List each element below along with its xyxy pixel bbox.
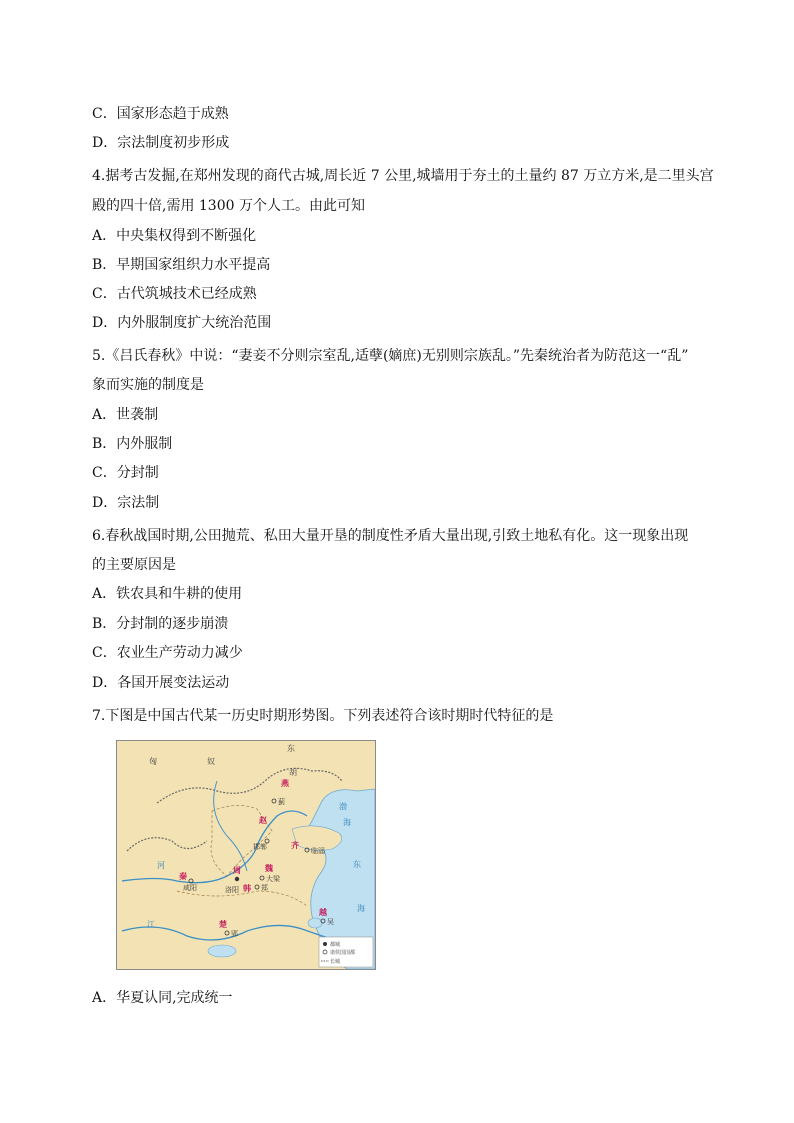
map-state-yue: 越 xyxy=(319,908,327,917)
q4-option-d: D．内外服制度扩大统治范围 xyxy=(92,315,272,331)
q4-option-a: A．中央集权得到不断强化 xyxy=(92,228,257,244)
map-city-handan: 邯郸 xyxy=(253,843,267,851)
map-lake-1 xyxy=(208,945,236,957)
map-label-donghu-1: 东 xyxy=(287,744,295,753)
map-state-zhao: 赵 xyxy=(259,816,267,825)
map-state-chu: 楚 xyxy=(219,920,227,929)
map-city-linzi: 临淄 xyxy=(311,847,325,855)
map-city-wu: 吴 xyxy=(327,918,334,926)
q3-option-c: C．国家形态趋于成熟 xyxy=(92,106,229,122)
map-state-zhou: 周 xyxy=(233,866,241,875)
map-sea-bo-2: 海 xyxy=(343,818,351,827)
q5-stem-line2: 象而实施的制度是 xyxy=(92,377,204,393)
map-sea-bo-1: 渤 xyxy=(339,802,347,811)
map-city-luoyang: 洛阳 xyxy=(225,886,239,894)
q4-stem-line1: 4.据考古发掘,在郑州发现的商代古城,周长近 7 公里,城墙用于夯土的土量约 87 万立方米,是二里头宫 xyxy=(92,168,714,184)
q6-stem-line1: 6.春秋战国时期,公田抛荒、私田大量开垦的制度性矛盾大量出现,引致土地私有化。这一现象出现 xyxy=(92,528,689,544)
map-sea-east-2: 海 xyxy=(357,904,365,913)
map-city-luoyang-marker xyxy=(235,877,239,881)
q5-option-c: C．分封制 xyxy=(92,465,159,481)
map-svg xyxy=(117,741,375,969)
map-city-daliang: 大梁 xyxy=(266,875,280,883)
map-river-jiang-label: 江 xyxy=(147,920,155,929)
map-sea-east-1: 东 xyxy=(353,860,361,869)
map-state-han: 韩 xyxy=(243,884,251,893)
q5-option-a: A．世袭制 xyxy=(92,407,159,423)
map-label-xiongnu-2: 奴 xyxy=(207,757,215,766)
map-legend-state-capital: 诸侯国国都 xyxy=(330,950,356,956)
map-legend-wall: 长城 xyxy=(330,959,341,965)
q4-stem-line2: 殿的四十倍,需用 1300 万个人工。由此可知 xyxy=(92,198,365,214)
map-river-he-label: 河 xyxy=(157,861,165,870)
q5-option-d: D．宗法制 xyxy=(92,495,160,511)
map-state-qi: 齐 xyxy=(291,841,299,850)
map-state-qin: 秦 xyxy=(179,872,187,881)
map-city-xianyang: 咸阳 xyxy=(183,884,197,892)
q6-option-b: B．分封制的逐步崩溃 xyxy=(92,616,229,632)
q6-option-a: A．铁农具和牛耕的使用 xyxy=(92,586,243,602)
map-city-ji: 蓟 xyxy=(278,798,285,806)
q6-option-d: D．各国开展变法运动 xyxy=(92,675,230,691)
map-legend-capital-marker xyxy=(323,942,327,946)
q4-option-c: C．古代筑城技术已经成熟 xyxy=(92,286,257,302)
q3-option-d: D．宗法制度初步形成 xyxy=(92,135,230,151)
map-state-wei: 魏 xyxy=(265,864,273,873)
map-state-yan: 燕 xyxy=(281,779,289,788)
map-lake-2 xyxy=(308,918,322,928)
map-legend-capital: 都城 xyxy=(330,942,341,948)
q6-option-c: C．农业生产劳动力减少 xyxy=(92,645,243,661)
map-label-donghu-2: 胡 xyxy=(289,768,297,777)
q4-option-b: B．早期国家组织力水平提高 xyxy=(92,257,271,273)
historical-map xyxy=(116,740,376,970)
q5-stem-line1: 5.《吕氏春秋》中说：“妻妾不分则宗室乱,适孽(嫡庶)无别则宗族乱。”先秦统治者为防范这一“乱” xyxy=(92,348,689,364)
map-city-ying: 郢 xyxy=(231,930,238,938)
q7-option-a: A．华夏认同,完成统一 xyxy=(92,990,233,1006)
q5-option-b: B．内外服制 xyxy=(92,436,173,452)
q6-stem-line2: 的主要原因是 xyxy=(92,557,176,573)
map-label-xiongnu-1: 匈 xyxy=(149,757,157,766)
map-city-zheng: 郑 xyxy=(261,884,268,892)
q7-stem: 7.下图是中国古代某一历史时期形势图。下列表述符合该时期时代特征的是 xyxy=(92,708,554,724)
